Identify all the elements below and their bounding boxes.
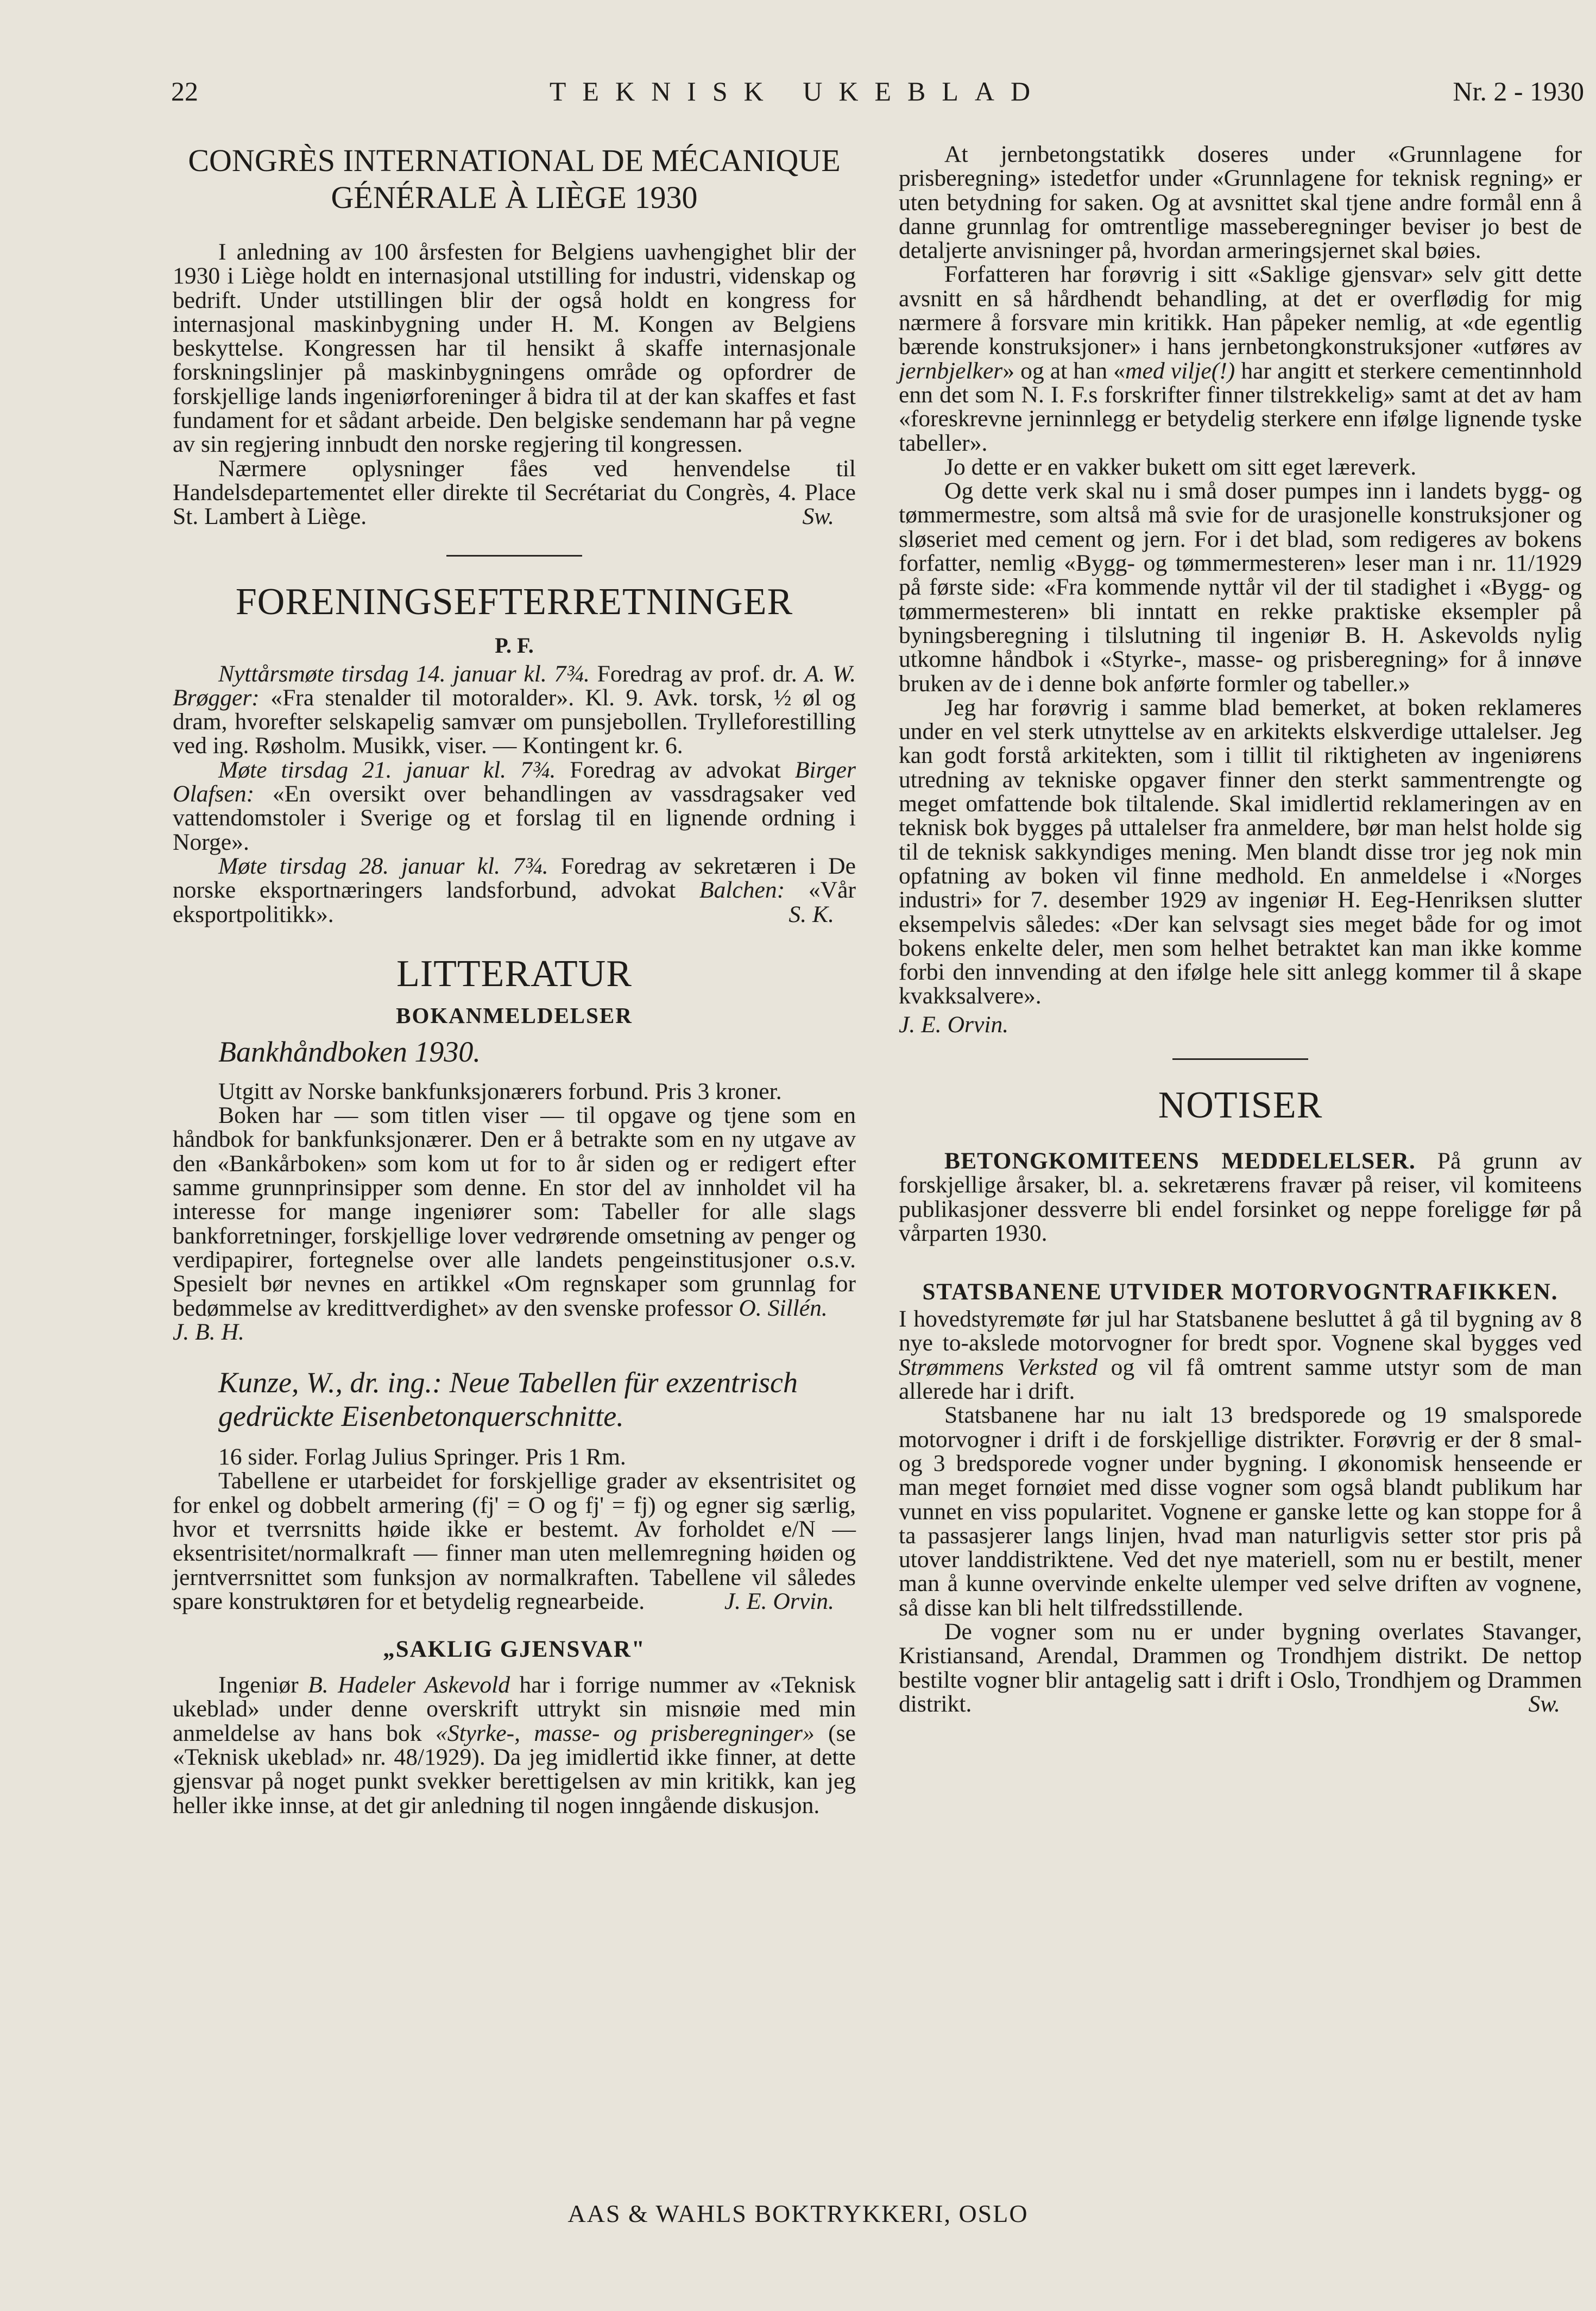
book2-title: Kunze, W., dr. ing.: Neue Tabellen für exzentrisch gedrückte Eisenbetonquerschnitte. — [218, 1366, 798, 1433]
page-number: 22 — [171, 76, 198, 106]
book2-publisher: 16 sider. Forlag Julius Springer. Pris 1 Rm. — [218, 1444, 626, 1470]
right-column — [899, 142, 1582, 1716]
notiser-title: NOTISER — [1158, 1084, 1323, 1126]
saklig-paragraph: At jernbetongstatikk doseres under «Grunnlagene for prisberegning» istedetfor under «Grunnlagene for teknisk regning» er uten betydning for saken. Og at avsnittet skal tjene andre formål enn å danne grunnlag for omtrentlige masseberegninger beviser jo best de detaljerte anvisninger på, hvordan armeringsjernet skal bøies. — [899, 141, 1582, 264]
meeting-notice: Møte tirsdag 21. januar kl. 7¾. Foredrag av advokat Birger Olafsen: «En oversikt over behandlingen av vassdragsaker ved vattendomstoler i Sverige og et forslag til en lignende ordning i Norge». — [173, 756, 856, 855]
meeting-signature: S. K. — [788, 901, 834, 927]
notice-statsbanene-title: STATSBANENE UTVIDER MOTORVOGNTRAFIKKEN. — [922, 1279, 1559, 1305]
meeting-notice: Nyttårsmøte tirsdag 14. januar kl. 7¾. Foredrag av prof. dr. A. W. Brøgger: «Fra stenalder til motoralder». Kl. 9. Avk. torsk, ½ øl og dram, hvorefter selskapelig samvær om punsjebollen. Trylleforestilling ved ing. Røsholm. Musikk, viser. — Kontingent kr. 6. — [173, 660, 856, 759]
litteratur-title: LITTERATUR — [396, 952, 632, 995]
saklig-paragraph: Og dette verk skal nu i små doser pumpes inn i landets bygg- og tømmermestre, som altså må svie for de urasjonelle konstruksjoner og sløseriet med cement og jern. For i det blad, som redigeres av bokens forfatter, nemlig «Bygg- og tømmermesteren» leser man i nr. 11/1929 på første side: «Fra kommende nyttår vil der til stadighet i «Bygg- og tømmermesteren» bli inntatt en rekke praktiske eksempler på byningsberegning i tilslutning til ingeniør B. H. Askevolds nylig utkomne håndbok i «Styrke-, masse- og prisberegning» for å innøve bruken av de i denne bok anførte formler og tabeller.» — [899, 478, 1582, 697]
saklig-title: „SAKLIG GJENSVAR" — [383, 1637, 646, 1663]
foreningsefterretninger-title: FORENINGSEFTERRETNINGER — [235, 580, 793, 623]
congres-title: CONGRÈS INTERNATIONAL DE MÉCANIQUE GÉNÉRALE À LIÈGE 1930 — [188, 143, 841, 215]
book1-publisher: Utgitt av Norske bankfunksjonærers forbund. Pris 3 kroner. — [218, 1078, 782, 1104]
congres-signature: Sw. — [802, 503, 834, 530]
notice-statsbanene-paragraph: Statsbanene har nu ialt 13 bredsporede og 19 smalsporede motorvogner i drift i de forskjellige distrikter. Forøvrig er der 8 smal- og 3 bredsporede vogner under bygning. I økonomisk henseende er man meget fornøiet med disse vogner som også blandt publikum har vunnet en viss popularitet. Vognene er ganske lette og kan stoppe for å ta passasjerer langs linjen, hvad man naturligvis setter stor pris på utover landdistriktene. Ved det nye materiell, som nu er bestilt, mener man å kunne overvinde enkelte ulemper ved selve driften av vognene, så disse kan bli helt tilfredsstillende. — [899, 1402, 1582, 1621]
section-divider — [1172, 1058, 1308, 1060]
left-column — [173, 142, 856, 1817]
book2-review: Tabellene er utarbeidet for forskjellige grader av eksentrisitet og for enkel og dobbelt armering (fj' = O og fj' = fj) og egner sig særlig, hvor et tverrsnitts høide ikke er bestemt. Av forholdet e/N — eksentrisitet/normalkraft — finner man uten mellemregning høiden og jerntverrsnittet som funksjon av normalkraften. Tabellene vil således spare konstruktøren for et betydelig regnearbeide. J. E. Orvin. — [173, 1468, 856, 1614]
book1-signature: J. B. H. — [173, 1318, 244, 1345]
notice-signature: Sw. — [1528, 1690, 1560, 1717]
saklig-paragraph: Forfatteren har forøvrig i sitt «Saklige gjensvar» selv gitt dette avsnitt en så hårdhendt behandling, at det er overflødig for mig nærmere å forsvare min kritikk. Han påpeker nemlig, at «de egentlig bærende konstruksjoner» i hans jernbetongkonstruksjoner «utføres av jernbjelker» og at han «med vilje(!) har angitt et sterkere cementinnhold enn det som N. I. F.s forskrifter finner tilstrekkelig» samt at det av ham «foreskrevne jerninnlegg er betydelig sterkere enn ifølge lignende tyske tabeller». — [899, 261, 1582, 456]
book1-review: Boken har — som titlen viser — til opgave og tjene som en håndbok for bankfunksjonærer. Den er å betrakte som en ny utgave av den «Bankårboken» som kom ut for to år siden og er redigert efter samme grunnprinsipper som denne. En stor del av innholdet vil ha interesse for mange ingeniører som: Tabeller for alle slags bankforretninger, forskjellige lover vedrørende omsetning av penger og verdipapirer, fortegnelse over alle landets pengeinstitusjoner o.s.v. Spesielt bør nevnes en artikkel «Om regnskaper som grunnlag for bedømmelse av kredittverdighet» av den svenske professor O. Sillén. — [173, 1102, 856, 1321]
book2-signature: J. E. Orvin. — [724, 1588, 834, 1614]
congres-paragraph: Nærmere oplysninger fåes ved henvendelse til Handelsdepartementet eller direkte til Secrétariat du Congrès, 4. Place St. Lambert à Liège. Sw. — [173, 455, 856, 530]
bokanmeldelser-title: BOKANMELDELSER — [396, 1002, 633, 1028]
notice-betongkomiteen: BETONGKOMITEENS MEDDELELSER. På grunn av forskjellige årsaker, bl. a. sekretærens fravær på reiser, vil komiteens publikasjoner dessverre bli endel forsinket og neppe foreligge før på vårparten 1930. — [899, 1147, 1582, 1246]
saklig-paragraph: Ingeniør B. Hadeler Askevold har i forrige nummer av «Teknisk ukeblad» under denne overskrift uttrykt sin misnøie med min anmeldelse av hans bok «Styrke-, masse- og prisberegninger» (se «Teknisk ukeblad» nr. 48/1929). Da jeg imidlertid ikke finner, at dette gjensvar på noget punkt svekker berettigelsen av min kritikk, kan jeg heller ikke innse, at det gir anledning til nogen inngående diskusjon. — [173, 1672, 856, 1819]
notice-statsbanene-paragraph: I hovedstyremøte før jul har Statsbanene besluttet å gå til bygning av 8 nye to-akslede motorvogner for bredt spor. Vognene skal bygges ved Strømmens Verksted og vil få omtrent samme utstyr som de man allerede har i drift. — [899, 1306, 1582, 1405]
printer-footer: AAS & WAHLS BOKTRYKKERI, OSLO — [567, 2200, 1029, 2227]
saklig-paragraph: Jo dette er en vakker bukett om sitt eget læreverk. — [944, 453, 1417, 480]
issue-number: Nr. 2 - 1930 — [1453, 76, 1584, 106]
meeting-notice: Møte tirsdag 28. januar kl. 7¾. Foredrag av sekretæren i De norske eksportnæringers landsforbund, advokat Balchen: «Vår eksportpolitikk». S. K. — [173, 853, 856, 927]
congres-paragraph: I anledning av 100 årsfesten for Belgiens uavhengighet blir der 1930 i Liège holdt en internasjonal utstilling for industri, videnskap og bedrift. Under utstillingen blir der også holdt en kongress for internasjonal maskinbygning under H. M. Kongen av Belgiens beskyttelse. Kongressen har til hensikt å skaffe internasjonale forskningslinjer på maskinbygningens område og opfordrer de forskjellige lands ingeniørforeninger å bidra til at der kan skaffes et fast fundament for et sådant arbeide. Den belgiske sendemann har på vegne av sin regjering innbudt den norske regjering til kongressen. — [173, 239, 856, 458]
running-title: TEKNISK UKEBLAD — [549, 76, 1047, 106]
saklig-paragraph: Jeg har forøvrig i samme blad bemerket, at boken reklameres under en vel sterk utnyttelse av en arkitekts elskverdige uttalelser. Jeg kan godt forstå arkitekten, som i tillit til riktigheten av ingeniørens utredning av tekniske opgaver finner den sterkt sammentrengte og meget omfattende bok tiltalende. Skal imidlertid reklameringen av en teknisk bok bygges på uttalelser fra anmeldere, bør man helst holde sig til de teknisk sakkyndiges mening. Men blandt disse tror jeg nok min opfatning av boken vil finne medhold. En anmeldelse i «Norges industri» for 7. desember 1929 av ingeniør H. Eeg-Henriksen slutter eksempelvis således: «Der kan selvsagt sies meget både for og imot bokens enkelte deler, men som helhet betraktet kan man ikke komme forbi den innvending at den ifølge hele sitt anlegg kommer til å skape kvakksalvere». — [899, 694, 1582, 1009]
notice-statsbanene-paragraph: De vogner som nu er under bygning overlates Stavanger, Kristiansand, Arendal, Drammen og Trondhjem distrikt. De nettop bestilte vogner blir antagelig satt i drift i Oslo, Trondhjem og Drammen distrikt. Sw. — [899, 1619, 1582, 1717]
section-divider — [446, 555, 582, 557]
book1-title: Bankhåndboken 1930. — [218, 1035, 481, 1068]
org-name: P. F. — [495, 633, 534, 658]
saklig-signature: J. E. Orvin. — [899, 1011, 1009, 1038]
